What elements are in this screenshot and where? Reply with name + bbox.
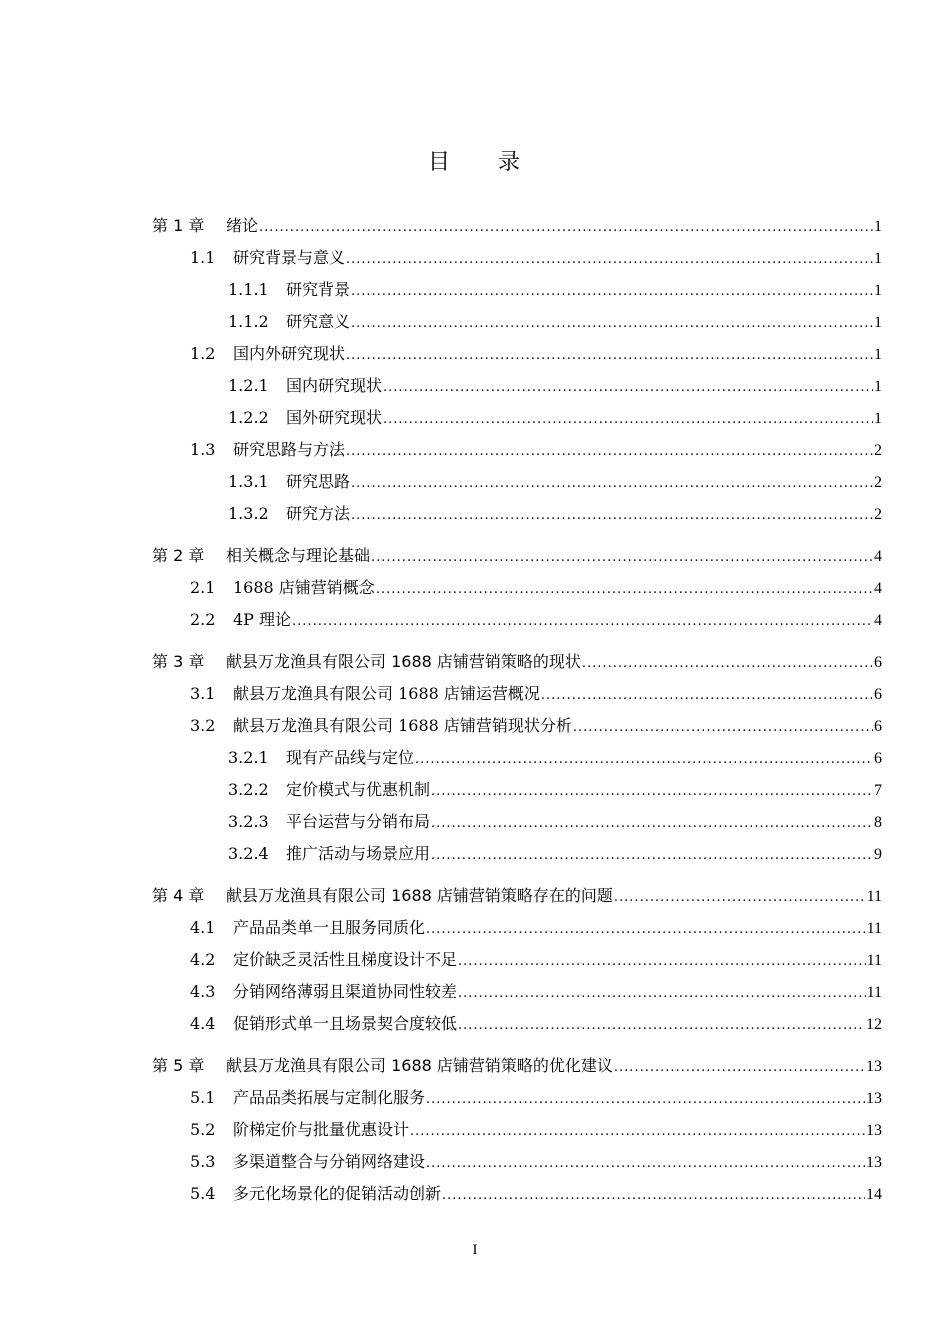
toc-dot-leader (431, 806, 873, 840)
toc-entry-label: 平台运营与分销布局 (286, 812, 431, 831)
toc-entry-label: 献县万龙渔具有限公司 1688 店铺营销策略的现状 (226, 652, 581, 671)
toc-entry[interactable] (152, 1082, 882, 1114)
toc-entry[interactable] (152, 604, 882, 636)
toc-entry-page: 9 (874, 846, 882, 863)
toc-dot-leader (346, 242, 873, 276)
toc-entry-label: 促销形式单一且场景契合度较低 (233, 1014, 458, 1033)
toc-entry-page: 13 (866, 1122, 882, 1139)
toc-entry-label: 相关概念与理论基础 (226, 546, 371, 565)
toc-entry-page: 1 (874, 410, 882, 427)
toc-entry[interactable] (152, 944, 882, 976)
page-number-footer: I (472, 1242, 478, 1258)
toc-entry[interactable] (152, 678, 882, 710)
toc-entry[interactable] (152, 370, 882, 402)
toc-entry-page: 6 (874, 654, 882, 671)
toc-entry-number: 3.2 (190, 716, 216, 735)
toc-entry-number: 1.3.2 (228, 504, 269, 523)
toc-entry-page: 11 (866, 920, 882, 937)
toc-entry-label: 研究背景 (286, 280, 351, 299)
toc-entry-page: 4 (874, 580, 882, 597)
toc-entry[interactable] (152, 774, 882, 806)
toc-dot-leader (458, 944, 866, 978)
toc-entry[interactable] (152, 1114, 882, 1146)
toc-entry-page: 1 (874, 346, 882, 363)
toc-entry-page: 13 (866, 1154, 882, 1171)
toc-entry-page: 1 (874, 282, 882, 299)
toc-entry[interactable] (152, 880, 882, 912)
toc-entry-number: 1.2.2 (228, 408, 269, 427)
toc-entry[interactable] (152, 402, 882, 434)
toc-entry-number: 3.2.4 (228, 844, 269, 863)
toc-entry-page: 13 (866, 1058, 882, 1075)
toc-dot-leader (426, 1146, 865, 1180)
toc-entry-page: 6 (874, 718, 882, 735)
toc-entry[interactable] (152, 1050, 882, 1082)
toc-entry-number: 5.2 (190, 1120, 216, 1139)
toc-entry-page: 4 (874, 548, 882, 565)
toc-entry-label: 研究意义 (286, 312, 351, 331)
toc-entry[interactable] (152, 1178, 882, 1210)
toc-entry-number: 5.4 (190, 1184, 216, 1203)
toc-entry-page: 12 (866, 1016, 882, 1033)
toc-dot-leader (442, 1178, 865, 1212)
toc-entry-number: 1.1.2 (228, 312, 269, 331)
toc-entry-label: 献县万龙渔具有限公司 1688 店铺营销策略存在的问题 (226, 886, 613, 905)
toc-entry[interactable] (152, 434, 882, 466)
toc-entry-page: 1 (874, 378, 882, 395)
toc-entry-label: 绪论 (226, 216, 259, 235)
toc-entry-page: 1 (874, 218, 882, 235)
toc-dot-leader (614, 1050, 865, 1084)
toc-entry-label: 献县万龙渔具有限公司 1688 店铺营销策略的优化建议 (226, 1056, 613, 1075)
toc-entry-label: 研究方法 (286, 504, 351, 523)
toc-entry-number: 5.3 (190, 1152, 216, 1171)
toc-entry-page: 6 (874, 686, 882, 703)
toc-entry[interactable] (152, 646, 882, 678)
toc-entry-label: 研究思路 (286, 472, 351, 491)
toc-entry-page: 1 (874, 250, 882, 267)
toc-entry-number: 第 2 章 (152, 546, 205, 565)
toc-entry-label: 阶梯定价与批量优惠设计 (233, 1120, 410, 1139)
toc-dot-leader (410, 1114, 865, 1148)
toc-entry-number: 第 5 章 (152, 1056, 205, 1075)
toc-entry-number: 4.2 (190, 950, 216, 969)
toc-dot-leader (458, 976, 866, 1010)
toc-entry[interactable] (152, 1146, 882, 1178)
toc-entry[interactable] (152, 838, 882, 870)
toc-entry-number: 1.2 (190, 344, 216, 363)
toc-entry-label: 推广活动与场景应用 (286, 844, 431, 863)
toc-entry-number: 4.3 (190, 982, 216, 1001)
toc-dot-leader (431, 774, 873, 808)
toc-dot-leader (351, 306, 873, 340)
toc-dot-leader (415, 742, 873, 776)
toc-entry-label: 多渠道整合与分销网络建设 (233, 1152, 426, 1171)
toc-entry-number: 1.3.1 (228, 472, 269, 491)
toc-entry[interactable] (152, 466, 882, 498)
toc-entry-number: 第 3 章 (152, 652, 205, 671)
toc-dot-leader (292, 604, 873, 638)
toc-entry-number: 2.2 (190, 610, 216, 629)
toc-dot-leader (431, 838, 873, 872)
toc-dot-leader (346, 434, 873, 468)
toc-dot-leader (426, 1082, 865, 1116)
toc-dot-leader (426, 912, 866, 946)
toc-entry-number: 3.2.2 (228, 780, 269, 799)
toc-dot-leader (351, 498, 873, 532)
toc-entry[interactable] (152, 210, 882, 242)
toc-entry-number: 1.1 (190, 248, 216, 267)
toc-entry-label: 1688 店铺营销概念 (233, 578, 375, 597)
toc-dot-leader (351, 466, 873, 500)
toc-title-char-2: 录 (498, 150, 523, 175)
toc-entry[interactable] (152, 710, 882, 742)
toc-dot-leader (383, 402, 873, 436)
toc-entry-page: 11 (866, 952, 882, 969)
toc-entry[interactable] (152, 572, 882, 604)
toc-entry-label: 现有产品线与定位 (286, 748, 415, 767)
toc-dot-leader (614, 880, 866, 914)
toc-entry[interactable] (152, 742, 882, 774)
toc-entry[interactable] (152, 1008, 882, 1040)
toc-dot-leader (346, 338, 873, 372)
toc-entry-label: 定价模式与优惠机制 (286, 780, 431, 799)
toc-entry-number: 2.1 (190, 578, 216, 597)
toc-entry-page: 1 (874, 314, 882, 331)
toc-entry-page: 14 (866, 1186, 882, 1203)
toc-entry[interactable] (152, 976, 882, 1008)
toc-dot-leader (376, 572, 873, 606)
toc-entry-label: 定价缺乏灵活性且梯度设计不足 (233, 950, 458, 969)
toc-entry-number: 4.1 (190, 918, 216, 937)
toc-entry-number: 3.1 (190, 684, 216, 703)
toc-entry-label: 研究思路与方法 (233, 440, 346, 459)
toc-entry-label: 献县万龙渔具有限公司 1688 店铺运营概况 (233, 684, 540, 703)
toc-entry-label: 产品品类拓展与定制化服务 (233, 1088, 426, 1107)
toc-entry-number: 1.2.1 (228, 376, 269, 395)
toc-entry-label: 产品品类单一且服务同质化 (233, 918, 426, 937)
toc-title-char-1: 目 (427, 150, 452, 175)
toc-entry-page: 6 (874, 750, 882, 767)
toc-entry-page: 11 (866, 888, 882, 905)
toc-entry-page: 2 (874, 506, 882, 523)
toc-entry[interactable] (152, 912, 882, 944)
toc-title (0, 148, 950, 178)
toc-dot-leader (371, 540, 873, 574)
toc-entry-page: 13 (866, 1090, 882, 1107)
toc-dot-leader (458, 1008, 865, 1042)
toc-dot-leader (582, 646, 873, 680)
toc-entry-label: 国内外研究现状 (233, 344, 346, 363)
toc-entry-label: 献县万龙渔具有限公司 1688 店铺营销现状分析 (233, 716, 572, 735)
toc-entry-label: 研究背景与意义 (233, 248, 346, 267)
toc-entry[interactable] (152, 306, 882, 338)
toc-entry-number: 5.1 (190, 1088, 216, 1107)
toc-entry-number: 3.2.3 (228, 812, 269, 831)
toc-entry-page: 7 (874, 782, 882, 799)
toc-entry[interactable] (152, 540, 882, 572)
toc-entry-number: 1.3 (190, 440, 216, 459)
toc-dot-leader (259, 210, 873, 244)
toc-entry[interactable] (152, 338, 882, 370)
toc-entry-label: 4P 理论 (233, 610, 292, 629)
toc-entry[interactable] (152, 242, 882, 274)
toc-dot-leader (573, 710, 873, 744)
toc-entry[interactable] (152, 274, 882, 306)
toc-entry-page: 2 (874, 474, 882, 491)
toc-entry-label: 国内研究现状 (286, 376, 383, 395)
toc-entry-number: 第 1 章 (152, 216, 205, 235)
toc-dot-leader (351, 274, 873, 308)
table-of-contents (152, 210, 882, 1210)
toc-dot-leader (383, 370, 873, 404)
toc-entry-label: 多元化场景化的促销活动创新 (233, 1184, 442, 1203)
toc-entry-label: 分销网络薄弱且渠道协同性较差 (233, 982, 458, 1001)
toc-entry-page: 8 (874, 814, 882, 831)
toc-entry-page: 2 (874, 442, 882, 459)
toc-entry-number: 1.1.1 (228, 280, 269, 299)
toc-entry-number: 3.2.1 (228, 748, 269, 767)
toc-entry-page: 11 (866, 984, 882, 1001)
toc-entry-number: 4.4 (190, 1014, 216, 1033)
toc-entry[interactable] (152, 806, 882, 838)
toc-entry-page: 4 (874, 612, 882, 629)
toc-entry[interactable] (152, 498, 882, 530)
toc-entry-label: 国外研究现状 (286, 408, 383, 427)
toc-dot-leader (541, 678, 873, 712)
toc-entry-number: 第 4 章 (152, 886, 205, 905)
